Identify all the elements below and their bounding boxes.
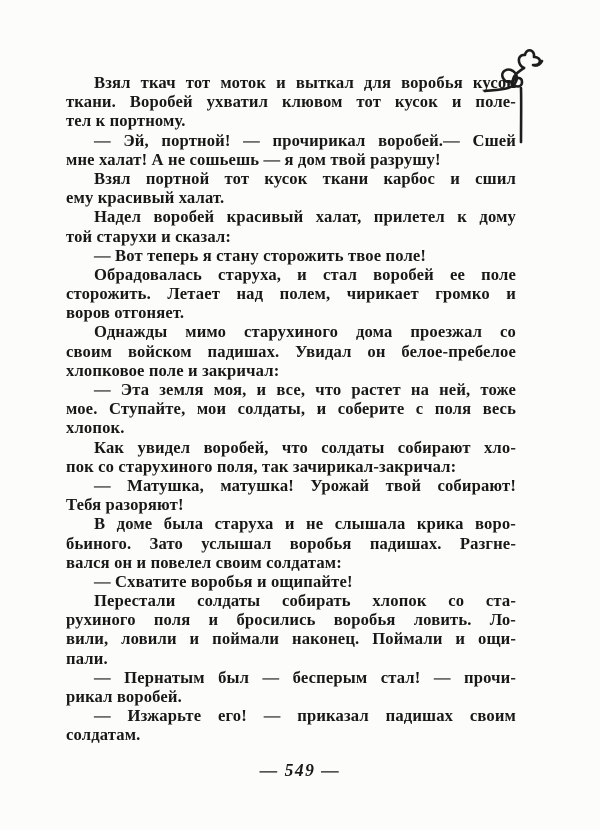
text-line: мое. Ступайте, мои солдаты, и соберите с поля весь: [66, 399, 516, 419]
text-line: своим войском падишах. Увидал он белое-пребелое: [66, 341, 516, 361]
text-line: пок со старухиного поля, так зачирикал-закричал:: [66, 456, 457, 476]
text-line: рухиного поля и бросились воробья ловить. Ло-: [66, 610, 516, 630]
text-line: Взял портной тот кусок ткани карбос и сшил: [94, 168, 516, 188]
text-line: рикал воробей.: [66, 687, 182, 706]
text-line: Однажды мимо старухиного дома проезжал со: [94, 322, 516, 342]
text-line: — Вот теперь я стану сторожить твое поле!: [94, 245, 427, 265]
text-line: сторожить. Летает над полем, чирикает громко и: [66, 284, 516, 304]
text-line: ему красивый халат.: [66, 188, 225, 208]
text-line: Взял ткач тот моток и выткал для воробья кусок: [94, 73, 516, 92]
story-text: [66, 73, 516, 745]
text-line: солдатам.: [66, 725, 141, 745]
text-line: — Изжарьте его! — приказал падишах своим: [94, 706, 516, 726]
text-line: мне халат! А не сошьешь — я дом твой разрушу!: [66, 149, 441, 169]
text-line: Перестали солдаты собирать хлопок со ста-: [94, 591, 516, 611]
text-line: Тебя разоряют!: [66, 495, 184, 515]
page-number: — 549 —: [259, 760, 341, 780]
text-line: — Эй, портной! — прочирикал воробей.— Сшей: [94, 130, 516, 150]
text-line: тел к портному.: [66, 111, 186, 131]
text-line: — Эта земля моя, и все, что растет на ней, тоже: [94, 380, 516, 399]
text-line: хлопковое поле и закричал:: [66, 360, 280, 380]
text-line: Как увидел воробей, что солдаты собирают хло-: [94, 437, 516, 457]
text-line: воров отгоняет.: [66, 303, 185, 323]
text-line: Надел воробей красивый халат, прилетел к дому: [94, 207, 516, 227]
text-line: — Пернатым был — бесперым стал! — прочи-: [94, 667, 516, 687]
text-line: той старухи и сказал:: [66, 226, 232, 246]
text-line: ткани. Воробей ухватил клювом тот кусок и поле-: [66, 92, 516, 112]
text-line: вался он и повелел своим солдатам:: [66, 552, 342, 572]
text-line: Обрадовалась старуха, и стал воробей ее поле: [94, 264, 516, 284]
text-line: хлопок.: [66, 418, 125, 438]
text-line: бьиного. Зато услышал воробья падишах. Разгне-: [66, 533, 516, 553]
text-line: — Матушка, матушка! Урожай твой собирают!: [94, 475, 516, 495]
text-line: — Схватите воробья и ощипайте!: [94, 571, 353, 591]
text-line: пали.: [66, 648, 108, 668]
text-line: вили, ловили и поймали наконец. Поймали и ощи-: [66, 629, 516, 649]
text-line: В доме была старуха и не слышала крика воро-: [94, 514, 516, 534]
